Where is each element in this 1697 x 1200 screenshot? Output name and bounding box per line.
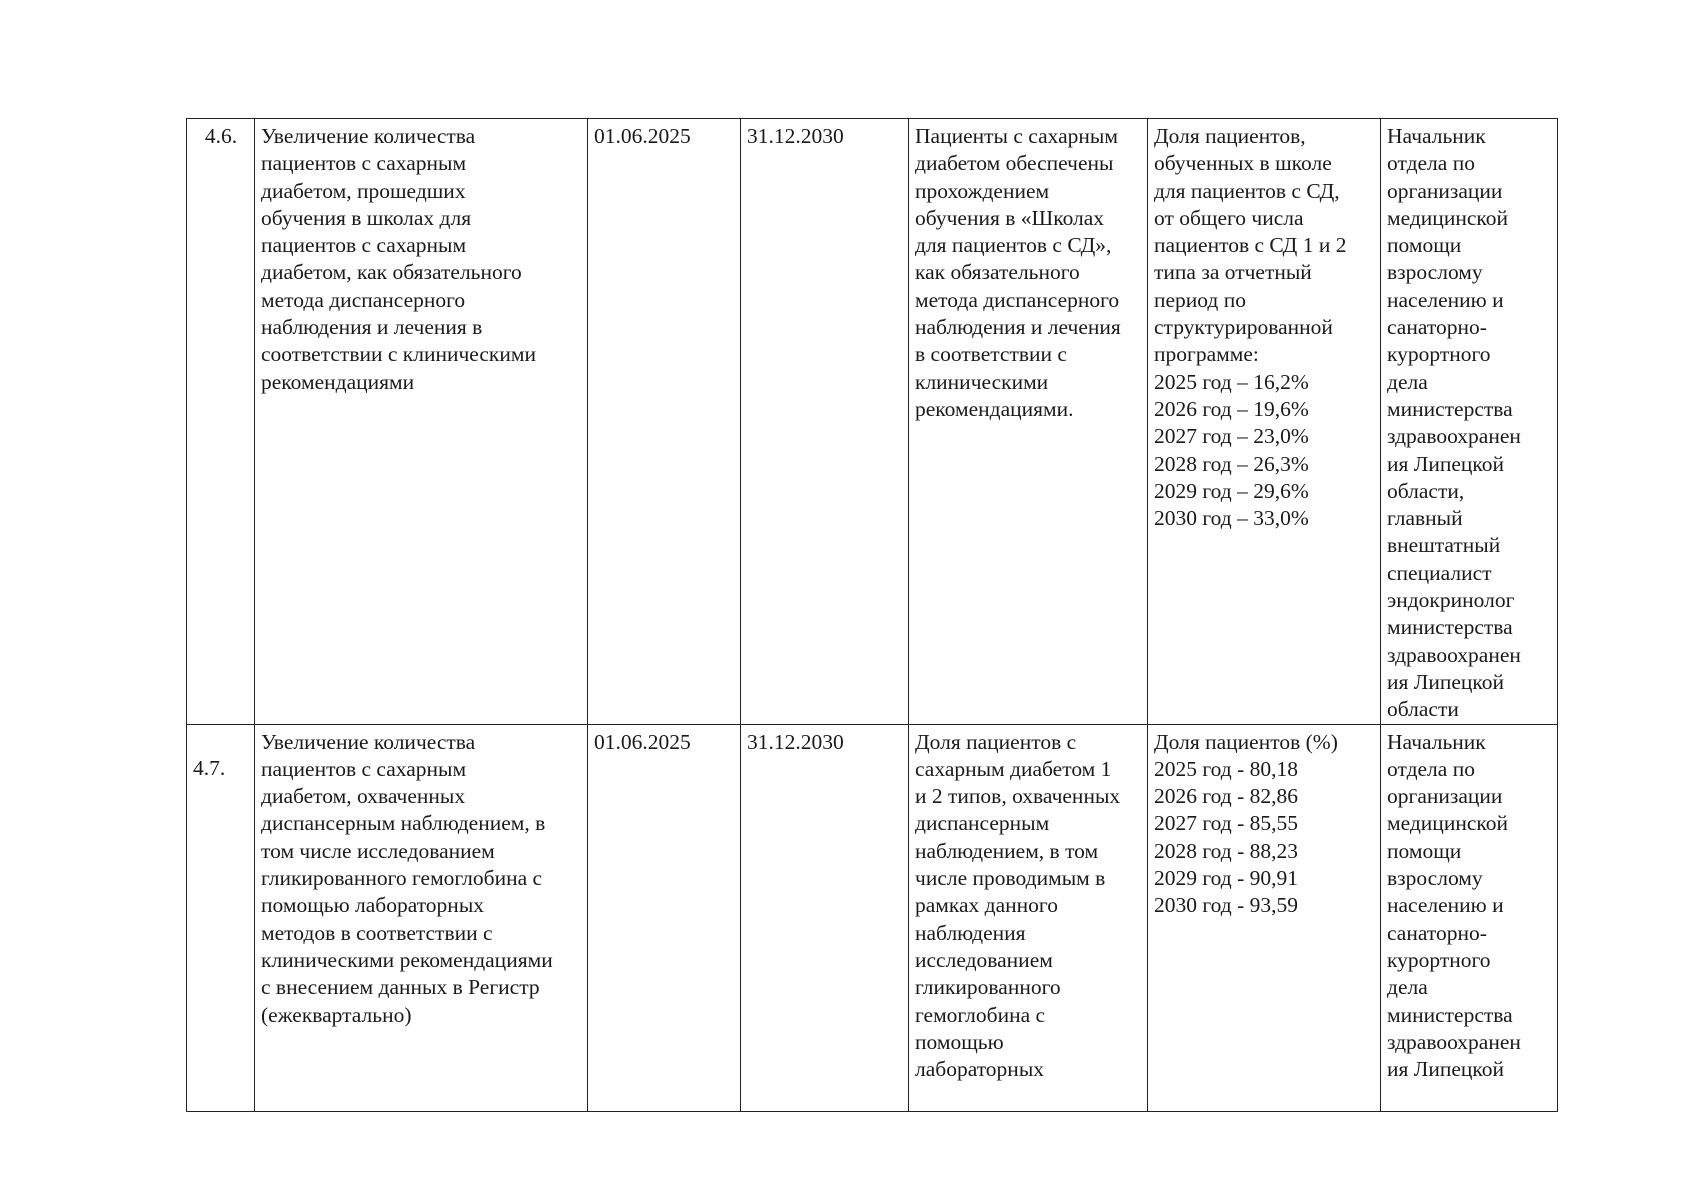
table-row <box>187 724 1558 1111</box>
expected-result: Пациенты с сахарным диабетом обеспечены прохождением обучения в «Школах для пациентов с СД», как обязательного метода диспансерного наблюдения и лечения в соответствии с клиническими рекомендациями. <box>909 119 1148 725</box>
event-description: Увеличение количества пациентов с сахарным диабетом, прошедших обучения в школах для пациентов с сахарным диабетом, как обязательного метода диспансерного наблюдения и лечения в соответствии с клиническими рекомендациями <box>255 119 588 725</box>
end-date: 31.12.2030 <box>741 119 909 725</box>
item-number: 4.7. <box>187 724 255 1111</box>
target-indicator: Доля пациентов (%) 2025 год - 80,18 2026 год - 82,86 2027 год - 85,55 2028 год - 88,23 2029 год - 90,91 2030 год - 93,59 <box>1148 724 1381 1111</box>
expected-result: Доля пациентов с сахарным диабетом 1 и 2 типов, охваченных диспансерным наблюдением, в том числе проводимым в рамках данного наблюдения исследованием гликированного гемоглобина с помощью лабораторных <box>909 724 1148 1111</box>
responsible-person: Начальник отдела по организации медицинской помощи взрослому населению и санаторно- курортного дела министерства здравоохранен ия Липецкой <box>1381 724 1558 1111</box>
item-number: 4.6. <box>187 119 255 725</box>
action-plan-table <box>186 118 1558 1112</box>
responsible-person: Начальник отдела по организации медицинской помощи взрослому населению и санаторно- курортного дела министерства здравоохранен ия Липецкой области, главный внештатный специалист эндокринолог министерства здравоохранен ия Липецкой области <box>1381 119 1558 725</box>
event-description: Увеличение количества пациентов с сахарным диабетом, охваченных диспансерным наблюдением, в том числе исследованием гликированного гемоглобина с помощью лабораторных методов в соответствии с клиническими рекомендациями с внесением данных в Регистр (ежеквартально) <box>255 724 588 1111</box>
end-date: 31.12.2030 <box>741 724 909 1111</box>
table-row <box>187 119 1558 725</box>
start-date: 01.06.2025 <box>588 119 741 725</box>
start-date: 01.06.2025 <box>588 724 741 1111</box>
target-indicator: Доля пациентов, обученных в школе для пациентов с СД, от общего числа пациентов с СД 1 и 2 типа за отчетный период по структурированной программе: 2025 год – 16,2% 2026 год – 19,6% 2027 год – 23,0% 2028 год – 26,3% 2029 год – 29,6% 2030 год – 33,0% <box>1148 119 1381 725</box>
